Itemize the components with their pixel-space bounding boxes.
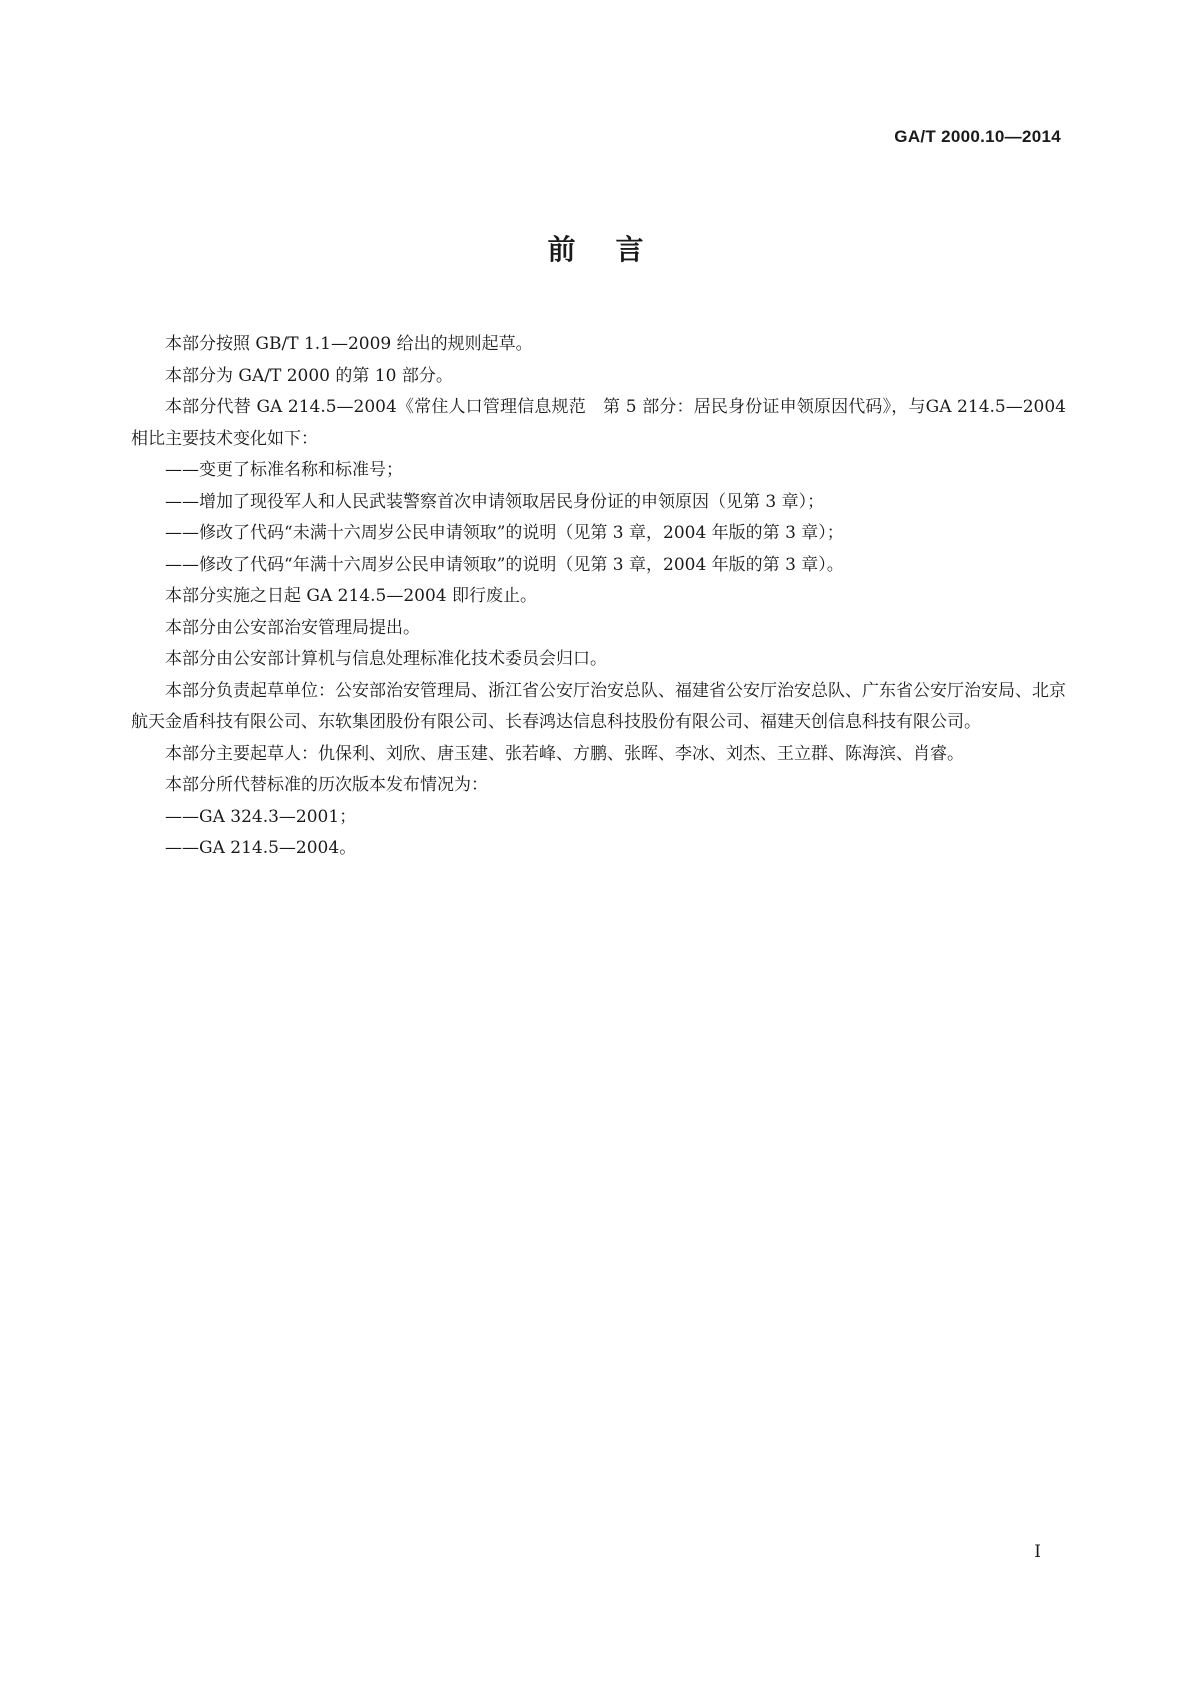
paragraph: 本部分代替 GA 214.5—2004《常住人口管理信息规范 第 5 部分：居民身份证申领原因代码》，与GA 214.5—2004 相比主要技术变化如下： — [131, 397, 1066, 449]
paragraph: 本部分为 GA/T 2000 的第 10 部分。 — [165, 365, 453, 386]
paragraph: 本部分所代替标准的历次版本发布情况为： — [165, 775, 488, 795]
list-item: ——GA 324.3—2001； — [165, 806, 357, 827]
paragraph: 本部分按照 GB/T 1.1—2009 给出的规则起草。 — [165, 334, 533, 354]
document-body — [131, 329, 1066, 865]
list-item: ——修改了代码“年满十六周岁公民申请领取”的说明（见第 3 章，2004 年版的第 3 章）。 — [165, 554, 844, 575]
list-item: ——变更了标准名称和标准号； — [165, 460, 403, 480]
page-number: I — [1034, 1542, 1041, 1562]
list-item: ——GA 214.5—2004。 — [165, 838, 357, 858]
paragraph: 本部分由公安部计算机与信息处理标准化技术委员会归口。 — [165, 649, 607, 669]
list-item: ——修改了代码“未满十六周岁公民申请领取”的说明（见第 3 章，2004 年版的第 3 章）； — [165, 523, 844, 543]
paragraph: 本部分实施之日起 GA 214.5—2004 即行废止。 — [165, 586, 537, 606]
list-item: ——增加了现役军人和人民武装警察首次申请领取居民身份证的申领原因（见第 3 章）； — [165, 491, 825, 512]
paragraph: 本部分由公安部治安管理局提出。 — [165, 617, 420, 638]
paragraph: 本部分负责起草单位：公安部治安管理局、浙江省公安厅治安总队、福建省公安厅治安总队、广东省公安厅治安局、北京航天金盾科技有限公司、东软集团股份有限公司、长春鸿达信息科技股份有限公司、福建天创信息科技有限公司。 — [131, 680, 1066, 732]
paragraph: 本部分主要起草人：仇保利、刘欣、唐玉建、张若峰、方鹏、张晖、李冰、刘杰、王立群、陈海滨、肖睿。 — [165, 743, 964, 764]
standard-code: GA/T 2000.10—2014 — [894, 127, 1061, 146]
page-title: 前言 — [547, 233, 684, 266]
